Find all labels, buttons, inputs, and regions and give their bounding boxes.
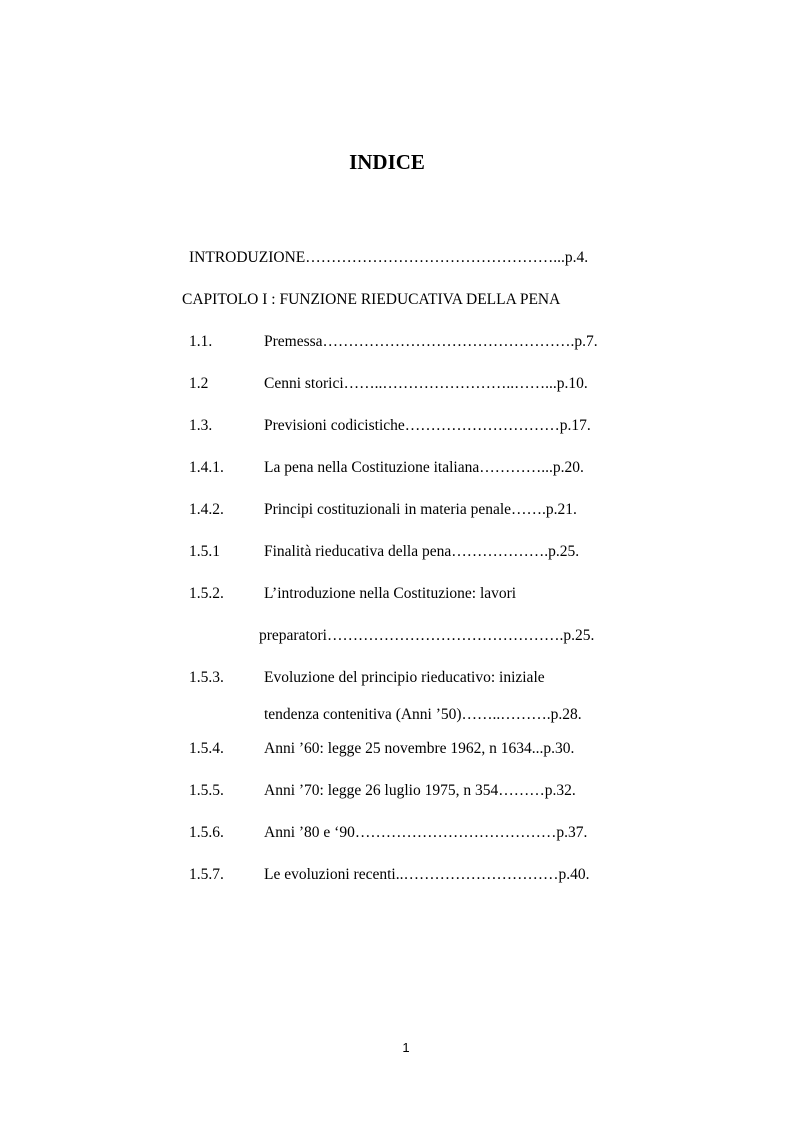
toc-entry-number: 1.5.1: [189, 543, 220, 560]
toc-entry-text: Anni ’80 e ‘90…………………………………p.37.: [264, 824, 588, 841]
toc-entry-text: Anni ’70: legge 26 luglio 1975, n 354………p.32.: [264, 782, 576, 799]
toc-entry-text: La pena nella Costituzione italiana…………...p.20.: [264, 459, 584, 476]
page-title: INDICE: [349, 150, 425, 174]
toc-entry-number: 1.4.2.: [189, 501, 224, 518]
toc-entry-continuation: preparatori……………………………………….p.25.: [259, 627, 595, 644]
toc-entry-text: Finalità rieducativa della pena……………….p.25.: [264, 543, 580, 560]
toc-entry-number: 1.4.1.: [189, 459, 224, 476]
toc-entry-number: 1.5.2.: [189, 585, 224, 602]
toc-entry-number: 1.5.3.: [189, 669, 224, 686]
toc-entry-number: 1.5.5.: [189, 782, 224, 799]
toc-entry-number: 1.3.: [189, 417, 213, 434]
toc-entry-text: Previsioni codicistiche…………………………p.17.: [264, 417, 591, 434]
toc-entry-number: 1.5.4.: [189, 740, 224, 757]
toc-entry-text: Cenni storici……..……………………..……...p.10.: [264, 375, 588, 392]
toc-entry-number: 1.5.6.: [189, 824, 224, 841]
toc-entry-text: Principi costituzionali in materia penale…….p.21.: [264, 501, 577, 518]
toc-entry-text: Premessa………………………………………….p.7.: [264, 333, 598, 350]
toc-entry-number: 1.1.: [189, 333, 213, 350]
chapter-heading: CAPITOLO I : FUNZIONE RIEDUCATIVA DELLA PENA: [182, 291, 561, 308]
toc-entry-number: 1.5.7.: [189, 866, 224, 883]
toc-entry-text: Le evoluzioni recenti..…………………………p.40.: [264, 866, 590, 883]
toc-entry-text: Evoluzione del principio rieducativo: iniziale: [264, 669, 545, 686]
toc-entry-number: 1.2: [189, 375, 209, 392]
toc-entry-text: L’introduzione nella Costituzione: lavori: [264, 585, 517, 602]
toc-entry-text: Anni ’60: legge 25 novembre 1962, n 1634...p.30.: [264, 740, 575, 757]
toc-introduction: INTRODUZIONE…………………………………………...p.4.: [189, 249, 589, 266]
toc-entry-continuation: tendenza contenitiva (Anni ’50)……..……….p.28.: [264, 706, 582, 723]
page-number: 1: [402, 1040, 410, 1055]
